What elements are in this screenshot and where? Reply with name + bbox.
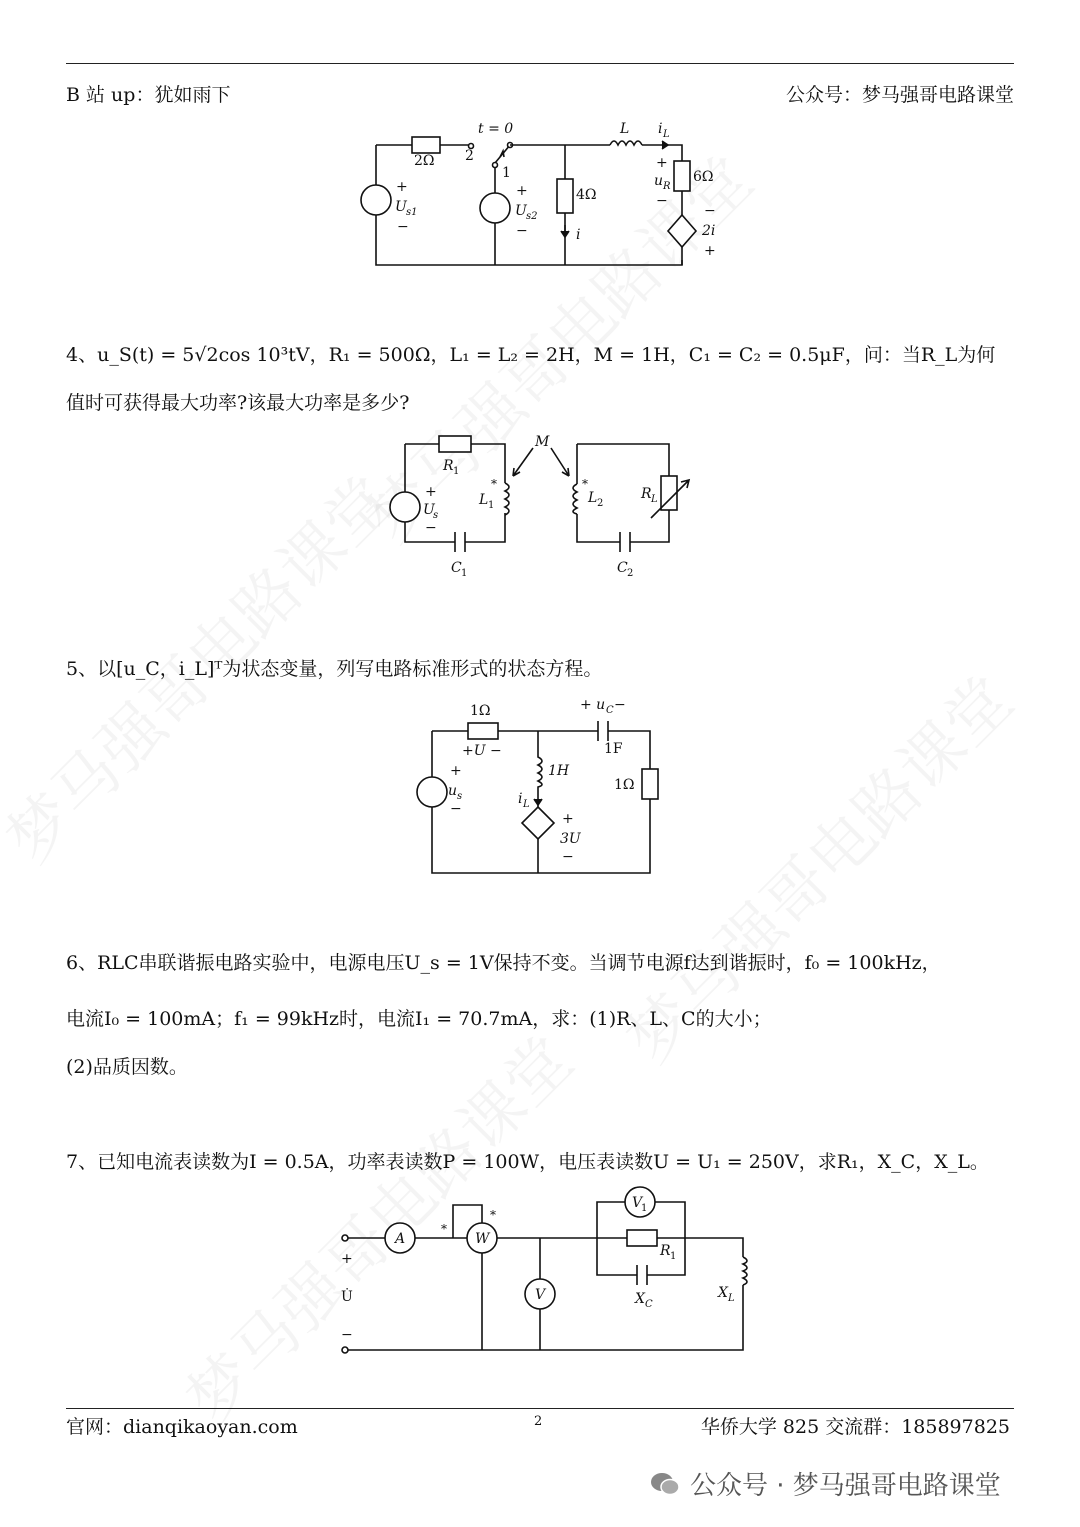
- q4-l2-label: L: [588, 490, 598, 506]
- c3-il-label: i: [658, 121, 663, 137]
- c3-minus: −: [397, 219, 409, 235]
- q5-dep-label: 3U: [560, 831, 581, 847]
- q5-dep-minus: −: [562, 849, 574, 865]
- q5-cap-label: 1F: [604, 741, 623, 757]
- circuit-5: [410, 695, 670, 880]
- c3-r6-label: 6Ω: [693, 169, 714, 185]
- q7-u-label: U̇: [341, 1289, 353, 1305]
- c3-node1: 1: [502, 165, 511, 181]
- bottom-brand-text: 公众号 · 梦马强哥电路课堂: [690, 1471, 1001, 1501]
- q7-minus: −: [341, 1327, 353, 1343]
- c3-i-label: i: [576, 227, 581, 243]
- q5-r1-label: 1Ω: [470, 703, 491, 719]
- q6-line2: 电流I₀ = 100mA；f₁ = 99kHz时，电流I₁ = 70.7mA，求：(1)R、L、C的大小；: [66, 1008, 772, 1030]
- c3-plus: +: [516, 183, 528, 199]
- c3-us1: U: [395, 199, 407, 215]
- c3-plus: +: [656, 155, 668, 171]
- c3-switch-label: t = 0: [478, 121, 514, 137]
- q4-line2: 值时可获得最大功率?该最大功率是多少?: [66, 392, 410, 414]
- q5-us-plus: +: [450, 763, 462, 779]
- q4-rl-sub: L: [651, 494, 658, 505]
- q5-r2-label: 1Ω: [614, 777, 635, 793]
- q5-us-minus: −: [450, 801, 462, 817]
- wechat-icon: [650, 1471, 680, 1497]
- c3-ur-label: u: [654, 173, 664, 189]
- q7-star1: *: [441, 1222, 447, 1236]
- q4-rl-label: R: [641, 486, 652, 502]
- c3-us1-sub: s1: [406, 207, 418, 218]
- footer-right: 华侨大学 825 交流群：185897825: [700, 1416, 1010, 1438]
- bottom-brand: [650, 1465, 1001, 1502]
- q4-us-plus: +: [425, 484, 437, 500]
- q7-xl-sub: L: [728, 1293, 735, 1304]
- q4-c1-label: C: [451, 560, 462, 576]
- c3-node2: 2: [465, 148, 474, 164]
- header-rule: [66, 63, 1014, 64]
- circuit-3: [340, 115, 740, 275]
- q6-line1: 6、RLC串联谐振电路实验中，电源电压U_s = 1V保持不变。当调节电源f达到谐振时，f₀ = 100kHz，: [66, 952, 941, 974]
- q4-l2-sub: 2: [597, 498, 604, 509]
- q4-l1-sub: 1: [488, 500, 495, 511]
- q7-v1-label: V: [632, 1195, 643, 1211]
- q4-m-label: M: [535, 434, 550, 450]
- q4-l1-label: L: [479, 492, 489, 508]
- q7-r1-label: R: [660, 1243, 671, 1259]
- c3-us2: U: [515, 203, 527, 219]
- c3-minus: −: [704, 203, 716, 219]
- c3-l-label: L: [620, 121, 630, 137]
- c3-r1-label: 2Ω: [414, 153, 435, 169]
- q4-us-sub: s: [433, 510, 439, 521]
- header-right: 公众号：梦马强哥电路课堂: [785, 84, 1014, 106]
- c3-plus: +: [704, 243, 716, 259]
- q7-xc-sub: C: [645, 1299, 653, 1310]
- q4-us-minus: −: [425, 520, 437, 536]
- c3-ur-sub: R: [663, 181, 671, 192]
- q4-c2-label: C: [617, 560, 628, 576]
- c3-r4-label: 4Ω: [576, 187, 597, 203]
- q4-line1: 4、u_S(t) = 5√2cos 10³tV，R₁ = 500Ω，L₁ = L₂ = 2H，M = 1H，C₁ = C₂ = 0.5μF，问：当R_L为何: [66, 344, 996, 366]
- q5-il-label: i: [518, 791, 523, 807]
- q7-xl-label: X: [718, 1285, 728, 1301]
- q4-l1-dot: *: [491, 477, 497, 491]
- c3-minus: −: [656, 193, 668, 209]
- q4-r1-sub: 1: [453, 466, 460, 477]
- q7-xc-label: X: [635, 1291, 645, 1307]
- q5-uc-sub: C: [606, 705, 614, 716]
- q5-u-label: +U −: [462, 743, 502, 759]
- q7-plus: +: [341, 1251, 353, 1267]
- c3-dep-label: 2i: [702, 223, 716, 239]
- c3-us2-sub: s2: [526, 211, 538, 222]
- q5-uc-label: + u: [580, 697, 606, 713]
- circuit-7: [335, 1185, 765, 1365]
- c3-plus: +: [396, 179, 408, 195]
- q5-line1: 5、以[u_C，i_L]ᵀ为状态变量，列写电路标准形式的状态方程。: [66, 658, 603, 680]
- q7-voltmeter-label: V: [535, 1287, 546, 1303]
- q5-dep-plus: +: [562, 811, 574, 827]
- q7-star2: *: [490, 1208, 496, 1222]
- q4-c2-sub: 2: [627, 568, 634, 578]
- q7-ammeter-label: A: [395, 1231, 406, 1247]
- q5-il-sub: L: [523, 799, 530, 810]
- c3-il-sub: L: [663, 129, 670, 140]
- q7-r1-sub: 1: [670, 1251, 677, 1262]
- q5-l-label: 1H: [548, 763, 570, 779]
- footer-left: 官网：dianqikaoyan.com: [66, 1416, 298, 1438]
- footer-rule: [66, 1408, 1014, 1409]
- q7-v1-sub: 1: [641, 1203, 648, 1214]
- circuit-4: [385, 428, 705, 578]
- header-left: B 站 up：犹如雨下: [66, 84, 231, 106]
- q5-us-sub: s: [457, 791, 463, 802]
- q5-us-label: u: [448, 783, 458, 799]
- q6-line3: (2)品质因数。: [66, 1056, 188, 1078]
- q7-wattmeter-label: W: [475, 1231, 490, 1247]
- q5-uc-minus: −: [614, 697, 626, 713]
- q7-line1: 7、已知电流表读数为I = 0.5A，功率表读数P = 100W，电压表读数U = U₁ = 250V，求R₁，X_C，X_L。: [66, 1151, 989, 1173]
- q4-c1-sub: 1: [461, 568, 468, 578]
- q4-us-label: U: [423, 502, 435, 518]
- q4-l2-dot: *: [582, 477, 588, 491]
- q4-r1-label: R: [443, 458, 454, 474]
- page-number: 2: [534, 1414, 543, 1429]
- c3-minus: −: [516, 223, 528, 239]
